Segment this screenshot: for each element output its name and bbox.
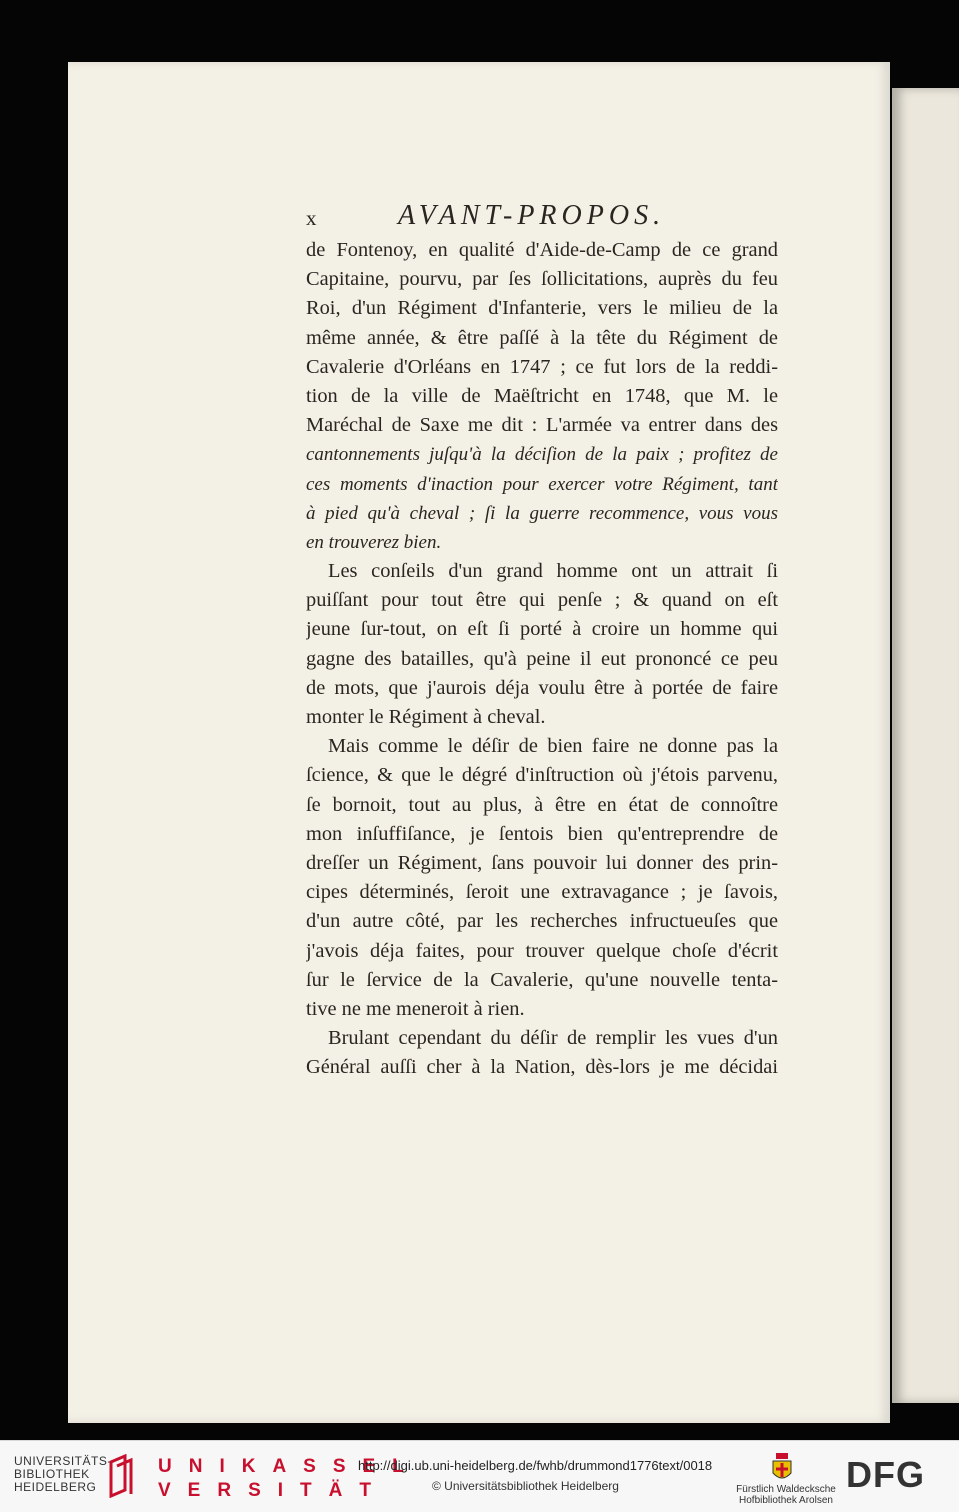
text-line: puiſſant pour tout être qui penſe ; & quand on eſt <box>306 589 778 612</box>
waldeck-crest-icon <box>765 1451 799 1485</box>
text-line: cipes déterminés, ſeroit une extravagance ; je ſavois, <box>306 881 778 904</box>
text-line: Brulant cependant du déſir de remplir les vues d'un <box>328 1027 778 1050</box>
text-line: ſe bornoit, tout au plus, à être en état de connoître <box>306 793 778 816</box>
text-line: de mots, que j'aurois déja voulu être à portée de faire <box>306 676 778 699</box>
text-line: Mais comme le déſir de bien faire ne donne pas la <box>328 735 778 758</box>
heidelberg-line: BIBLIOTHEK <box>14 1467 90 1481</box>
permalink-url[interactable]: http://digi.ub.uni-heidelberg.de/fwhb/drummond1776text/0018 <box>358 1458 713 1473</box>
text-line: jeune ſur-tout, on eſt ſi porté à croire un homme qui <box>306 618 778 641</box>
text-line: Cavalerie d'Orléans en 1747 ; ce fut lors de la reddi- <box>306 355 778 378</box>
text-line: Maréchal de Saxe me dit : L'armée va entrer dans des <box>306 414 778 437</box>
text-line: même année, & être paſſé à la tête du Régiment de <box>306 326 778 349</box>
facing-page-edge <box>892 88 959 1403</box>
dfg-logo: DFG <box>846 1454 925 1495</box>
kassel-line-2: VERSITÄT <box>158 1480 388 1501</box>
heidelberg-library-name <box>14 1455 112 1494</box>
footer-bar <box>0 1440 959 1512</box>
text-line: tion de la ville de Maëſtricht en 1748, que M. le <box>306 384 778 407</box>
waldeck-line-1: Fürstlich Waldecksche <box>736 1484 836 1495</box>
text-line: monter le Régiment à cheval. <box>306 706 546 728</box>
waldeck-library-name <box>736 1484 836 1506</box>
waldeck-line-2: Hofbibliothek Arolsen <box>739 1495 833 1506</box>
heidelberg-logo-icon <box>107 1454 135 1498</box>
text-line: tive ne me meneroit à rien. <box>306 997 525 1020</box>
body-text <box>306 236 778 1082</box>
text-line: cantonnements juſqu'à la déciſion de la paix ; profitez de <box>306 444 778 466</box>
text-line: gagne des batailles, qu'à peine il eut prononcé ce peu <box>306 647 778 670</box>
text-line: Roi, d'un Régiment d'Infanterie, vers le milieu de la <box>306 297 778 320</box>
text-line: Les conſeils d'un grand homme ont un attrait ſi <box>328 560 778 583</box>
text-line: d'un autre côté, par les recherches infructueuſes que <box>306 910 778 933</box>
text-line: à pied qu'à cheval ; ſi la guerre recommence, vous vous <box>306 502 778 524</box>
page-header <box>306 200 786 236</box>
text-line: ces moments d'inaction pour exercer votre Régiment, tant <box>306 473 778 495</box>
text-line: Capitaine, pourvu, par ſes ſollicitations, auprès du feu <box>306 268 778 291</box>
kassel-line-1: UNIKASSEL <box>158 1456 421 1477</box>
heidelberg-line: HEIDELBERG <box>14 1480 97 1494</box>
text-line: Général auſſi cher à la Nation, dès-lors je me décidai <box>306 1056 778 1079</box>
text-line: ſcience, & que le dégré d'inſtruction où j'étois parvenu, <box>306 764 778 787</box>
running-title: AVANT-PROPOS. <box>398 200 666 231</box>
text-line: en trouverez bien. <box>306 531 442 553</box>
heidelberg-line: UNIVERSITÄTS- <box>14 1454 112 1468</box>
text-line: mon inſuffiſance, je ſentois bien qu'entreprendre de <box>306 822 778 845</box>
text-line: dreſſer un Régiment, ſans pouvoir lui donner des prin- <box>306 851 778 874</box>
folio-number: x <box>306 206 317 230</box>
copyright-notice: © Universitätsbibliothek Heidelberg <box>432 1479 619 1493</box>
text-line: j'avois déja faites, pour trouver quelque choſe d'écrit <box>306 939 778 962</box>
text-line: ſur le ſervice de la Cavalerie, qu'une nouvelle tenta- <box>306 968 778 991</box>
text-line: de Fontenoy, en qualité d'Aide-de-Camp de ce grand <box>306 239 778 261</box>
